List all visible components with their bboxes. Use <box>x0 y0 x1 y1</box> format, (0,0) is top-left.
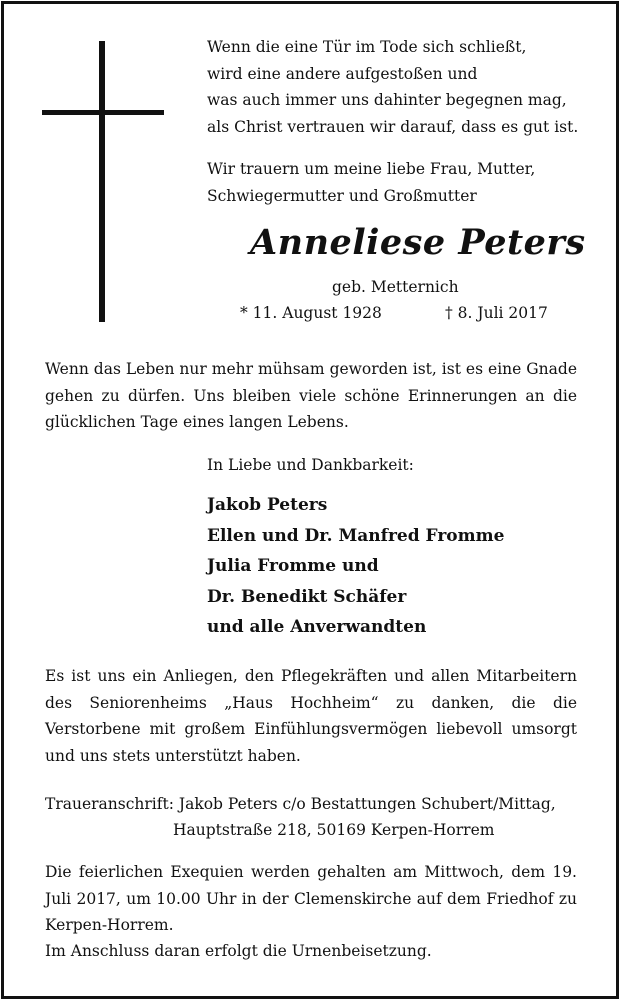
cross-icon-vertical-bar <box>99 41 105 322</box>
mourning-intro <box>207 156 602 209</box>
mourner-name: Dr. Benedikt Schäfer <box>207 586 407 607</box>
intro-line: Schwiegermutter und Großmutter <box>207 186 477 205</box>
mourning-address-line-2: Hauptstraße 218, 50169 Kerpen-Horrem <box>173 821 495 839</box>
paragraph-service: Die feierlichen Exequien werden gehalten am Mittwoch, dem 19. Juli 2017, um 10.00 Uhr in der Clemenskirche auf dem Friedhof zu Kerpen-Horrem. <box>45 863 577 934</box>
maiden-name: geb. Metternich <box>332 278 459 296</box>
mourner-name: Julia Fromme und <box>207 556 379 576</box>
birth-date: * 11. August 1928 <box>240 304 382 322</box>
death-date: † 8. Juli 2017 <box>445 304 548 322</box>
poem <box>207 34 602 140</box>
cross-icon-horizontal-bar <box>42 110 164 115</box>
intro-line: Wir trauern um meine liebe Frau, Mutter, <box>207 160 536 178</box>
mourning-address-line-1: Traueranschrift: Jakob Peters c/o Bestattungen Schubert/Mittag, <box>45 795 556 813</box>
mourners-intro: In Liebe und Dankbarkeit: <box>207 456 414 474</box>
deceased-name: Anneliese Peters <box>250 222 586 263</box>
poem-line: was auch immer uns dahinter begegnen mag, <box>207 91 567 109</box>
poem-line: Wenn die eine Tür im Tode sich schließt, <box>207 38 527 56</box>
paragraph-urn: Im Anschluss daran erfolgt die Urnenbeisetzung. <box>45 942 432 960</box>
paragraph-grace: Wenn das Leben nur mehr mühsam geworden ist, ist es eine Gnade gehen zu dürfen. Uns bleiben viele schöne Erinnerungen an die glücklichen Tage eines langen Lebens. <box>45 360 577 431</box>
poem-line: wird eine andere aufgestoßen und <box>207 64 478 83</box>
mourner-name: und alle Anverwandten <box>207 617 427 637</box>
mourner-name: Jakob Peters <box>207 495 328 515</box>
mourners-list <box>207 490 504 643</box>
paragraph-thanks: Es ist uns ein Anliegen, den Pflegekräften und allen Mitarbeitern des Seniorenheims „Haus Hochheim“ zu danken, die die Verstorbene mit großem Einfühlungsvermögen liebevoll umsorgt und uns stets unterstützt haben. <box>45 667 577 765</box>
poem-line: als Christ vertrauen wir darauf, dass es gut ist. <box>207 117 579 136</box>
mourner-name: Ellen und Dr. Manfred Fromme <box>207 525 505 546</box>
